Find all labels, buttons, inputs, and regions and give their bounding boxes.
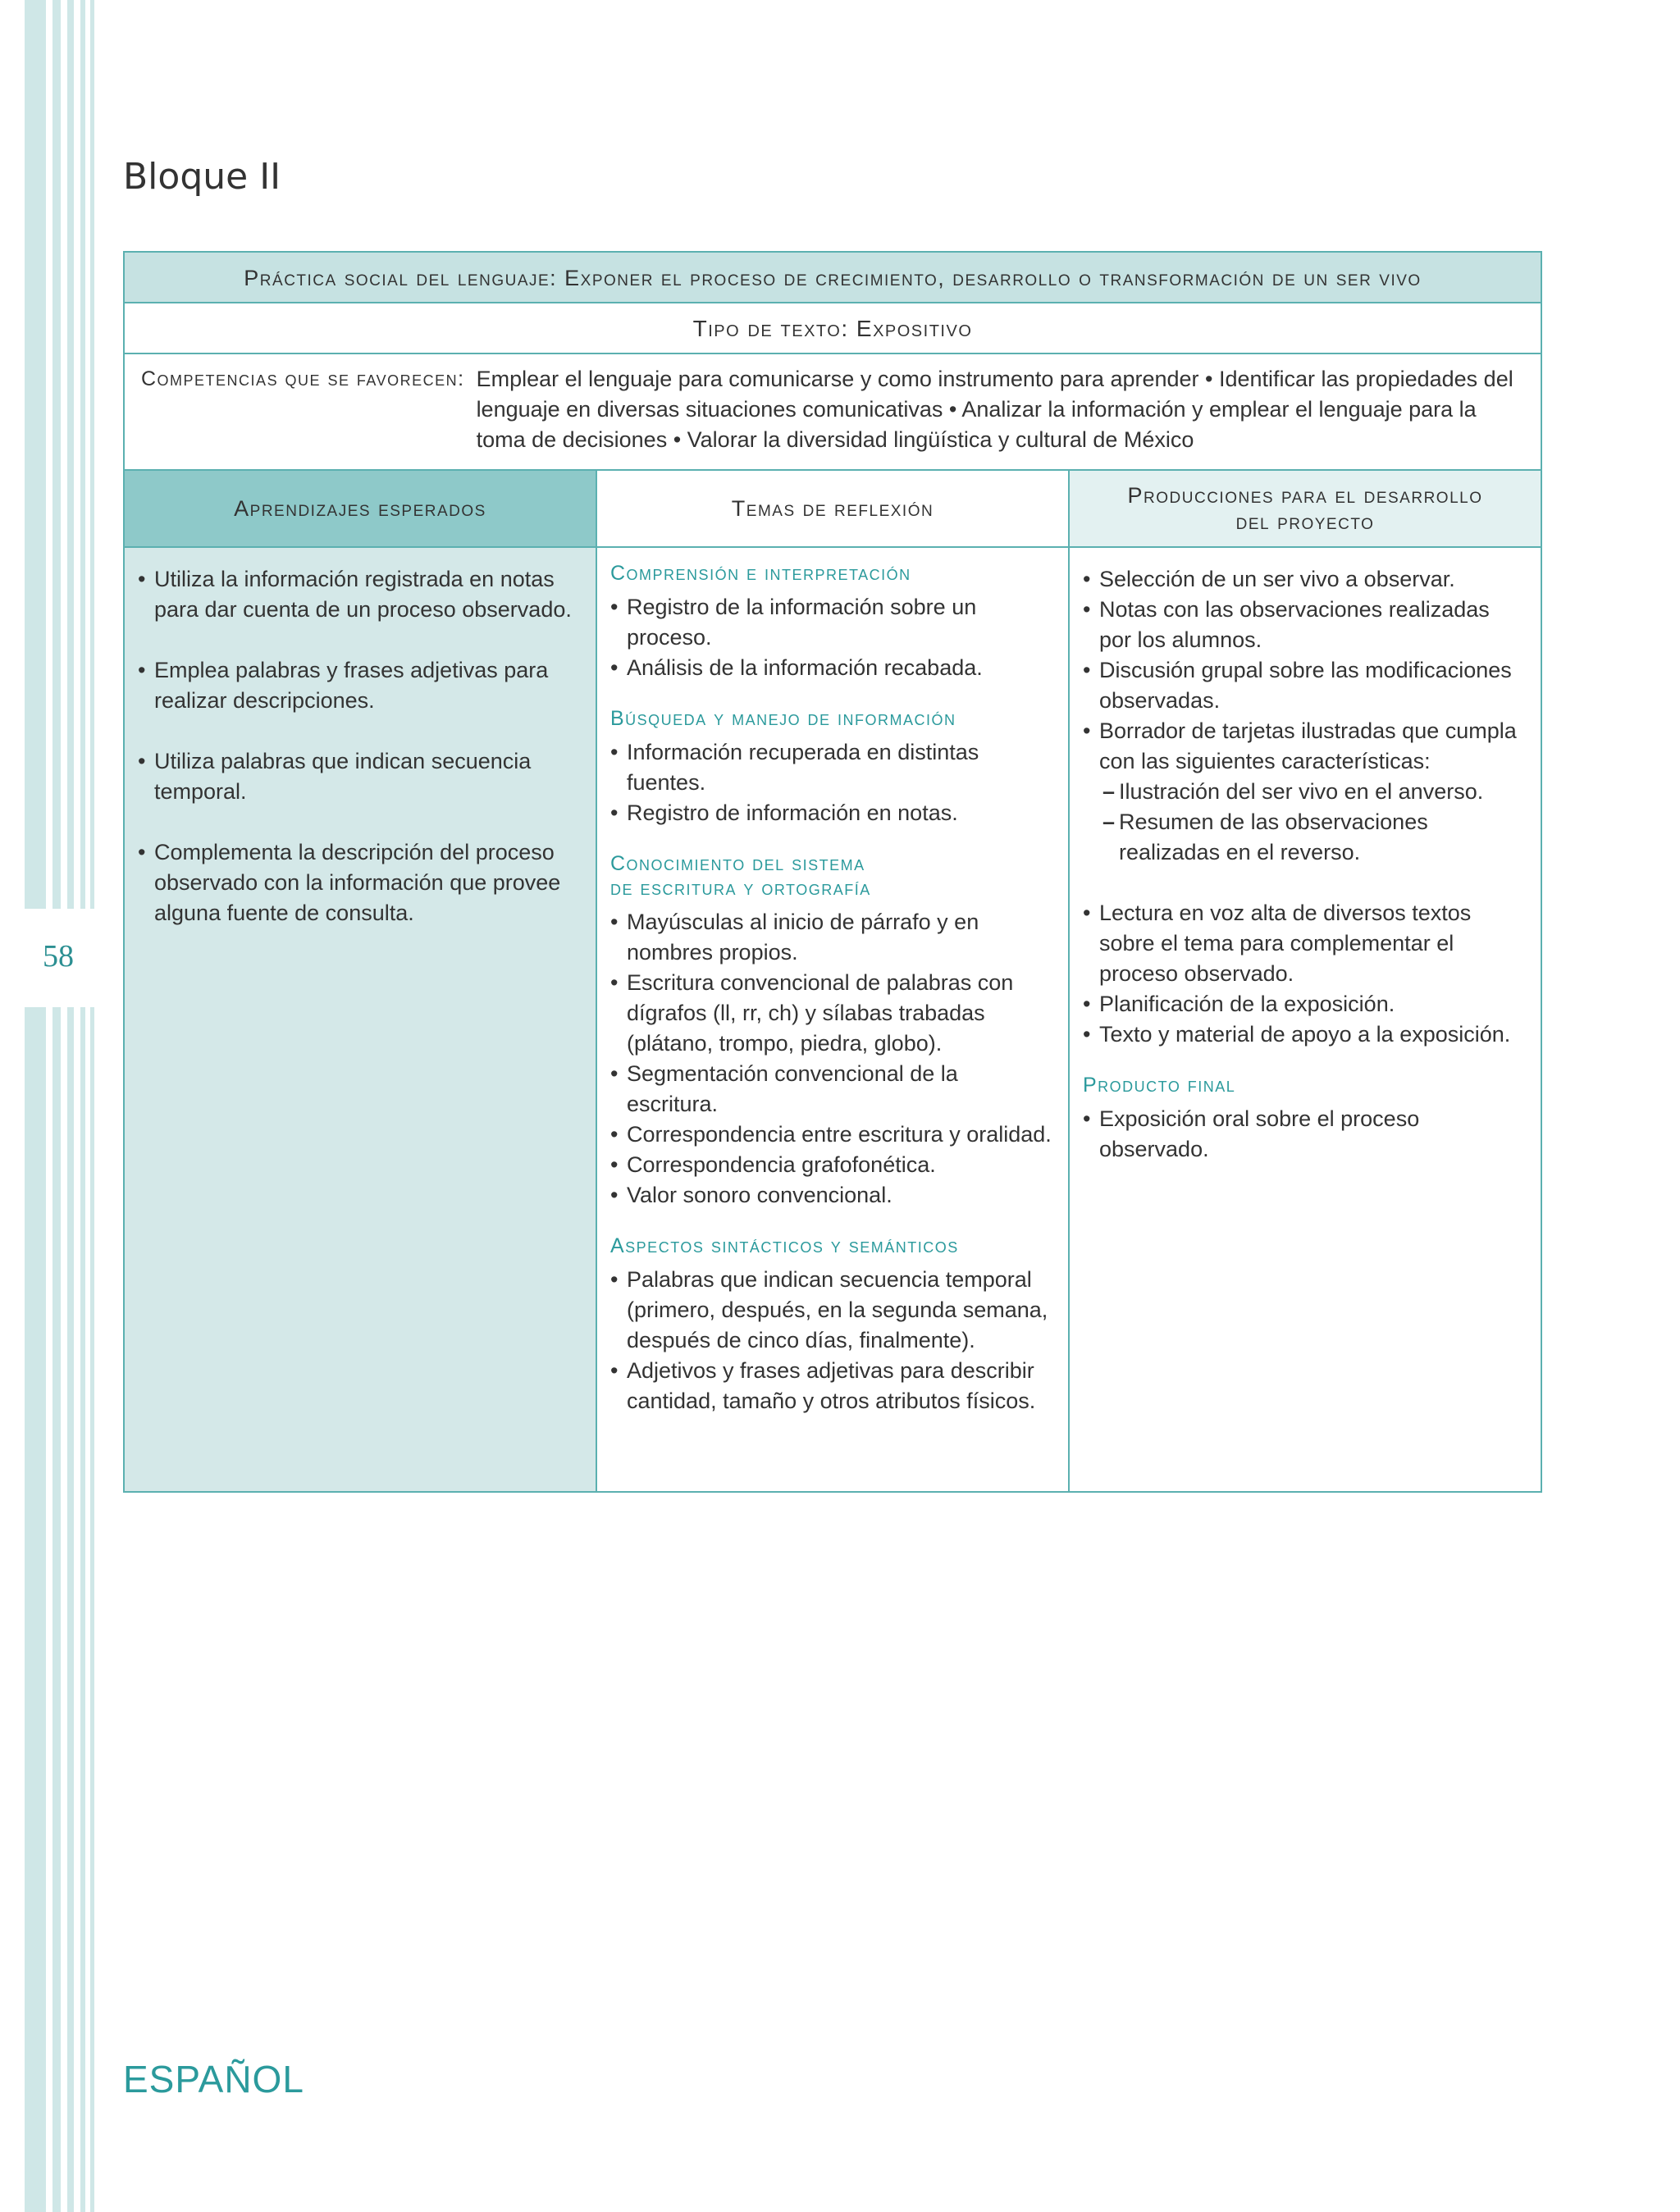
sub-list (1083, 777, 1527, 868)
list-item: • Texto y material de apoyo a la exposición. (1083, 1019, 1527, 1050)
list-item: • Análisis de la información recabada. (610, 653, 1055, 683)
list-item: • Exposición oral sobre el proceso observado. (1083, 1104, 1527, 1165)
header-productions (1070, 471, 1541, 546)
curriculum-table (123, 251, 1542, 1493)
list-item: • Notas con las observaciones realizadas por los alumnos. (1083, 595, 1527, 655)
list-item: • Registro de información en notas. (610, 798, 1055, 828)
productions-list (1083, 898, 1527, 1050)
list-item: • Mayúsculas al inicio de párrafo y en nombres propios. (610, 907, 1055, 968)
list-item: • Escritura convencional de palabras con dígrafos (ll, rr, ch) y sílabas trabadas (plátano, trompo, piedra, globo). (610, 968, 1055, 1059)
list-item: • Selección de un ser vivo a observar. (1083, 564, 1527, 595)
text-type-row: Tipo de texto: Expositivo (125, 303, 1541, 354)
section-title: Conocimiento del sistema de escritura y ortografía (610, 852, 871, 900)
page-title: Bloque II (123, 156, 281, 198)
list-item: • Información recuperada en distintas fuentes. (610, 737, 1055, 798)
sub-list-item: – Resumen de las observaciones realizadas en el reverso. (1099, 807, 1527, 868)
competencies-row (125, 354, 1541, 471)
margin-stripe (80, 0, 85, 2212)
sub-list-item: – Ilustración del ser vivo en el anverso. (1099, 777, 1527, 807)
margin-stripe (52, 0, 61, 2212)
margin-stripe (67, 0, 74, 2212)
spacer (1083, 868, 1527, 898)
list-item: • Lectura en voz alta de diversos textos sobre el tema para complementar el proceso observado. (1083, 898, 1527, 989)
list-item: • Emplea palabras y frases adjetivas para realizar descripciones. (138, 655, 582, 716)
productions-column (1070, 548, 1541, 1491)
topic-section (610, 1234, 1055, 1416)
column-headers (125, 471, 1541, 548)
competencies-text: Emplear el lenguaje para comunicarse y como instrumento para aprender • Identificar las propiedades del lenguaje en diversas situaciones comunicativas • Analizar la información y emplear el lenguaje para la toma de decisiones • Valorar la diversidad lingüística y cultural de México (476, 367, 1513, 452)
list-item: • Segmentación convencional de la escritura. (610, 1059, 1055, 1120)
page-number: 58 (43, 939, 74, 974)
topic-list (610, 1265, 1055, 1416)
expected-learning-list (138, 564, 582, 928)
topic-list (610, 737, 1055, 828)
margin-stripe (90, 0, 94, 2212)
section-title: Comprensión e interpretación (610, 562, 911, 585)
list-item: • Correspondencia entre escritura y oralidad. (610, 1120, 1055, 1150)
productions-list (1083, 564, 1527, 777)
header-expected-learning: Aprendizajes esperados (125, 471, 597, 546)
list-item: • Utiliza palabras que indican secuencia temporal. (138, 746, 582, 807)
list-item: • Borrador de tarjetas ilustradas que cumpla con las siguientes características: (1083, 716, 1527, 777)
list-item: • Registro de la información sobre un proceso. (610, 592, 1055, 653)
subject-footer: ESPAÑOL (123, 2058, 304, 2100)
topic-section (610, 561, 1055, 683)
table-body (125, 548, 1541, 1491)
margin-stripe (25, 0, 46, 2212)
list-item: • Valor sonoro convencional. (610, 1180, 1055, 1211)
final-product-list (1083, 1104, 1527, 1165)
section-title: Producto final (1083, 1074, 1236, 1097)
list-item: • Palabras que indican secuencia temporal (primero, después, en la segunda semana, después de cinco días, finalmente). (610, 1265, 1055, 1356)
topic-list (610, 907, 1055, 1211)
header-reflection-topics: Temas de reflexión (597, 471, 1070, 546)
topic-section (610, 851, 1055, 1211)
reflection-topics-column (597, 548, 1070, 1491)
section-title: Aspectos sintácticos y semánticos (610, 1234, 959, 1257)
header-productions-label: Producciones para el desarrollo del proyecto (1127, 483, 1483, 534)
list-item: • Complementa la descripción del proceso observado con la información que provee alguna fuente de consulta. (138, 837, 582, 928)
list-item: • Adjetivos y frases adjetivas para describir cantidad, tamaño y otros atributos físicos. (610, 1356, 1055, 1416)
competencies-label: Competencias que se favorecen: (141, 367, 465, 390)
list-item: • Utiliza la información registrada en notas para dar cuenta de un proceso observado. (138, 564, 582, 625)
list-item: • Discusión grupal sobre las modificaciones observadas. (1083, 655, 1527, 716)
topic-list (610, 592, 1055, 683)
practice-row: Práctica social del lenguaje: Exponer el proceso de crecimiento, desarrollo o transformación de un ser vivo (125, 253, 1541, 303)
expected-learning-column (125, 548, 597, 1491)
topic-section (610, 706, 1055, 828)
list-item: • Correspondencia grafofonética. (610, 1150, 1055, 1180)
list-item: • Planificación de la exposición. (1083, 989, 1527, 1019)
section-title: Búsqueda y manejo de información (610, 707, 956, 730)
